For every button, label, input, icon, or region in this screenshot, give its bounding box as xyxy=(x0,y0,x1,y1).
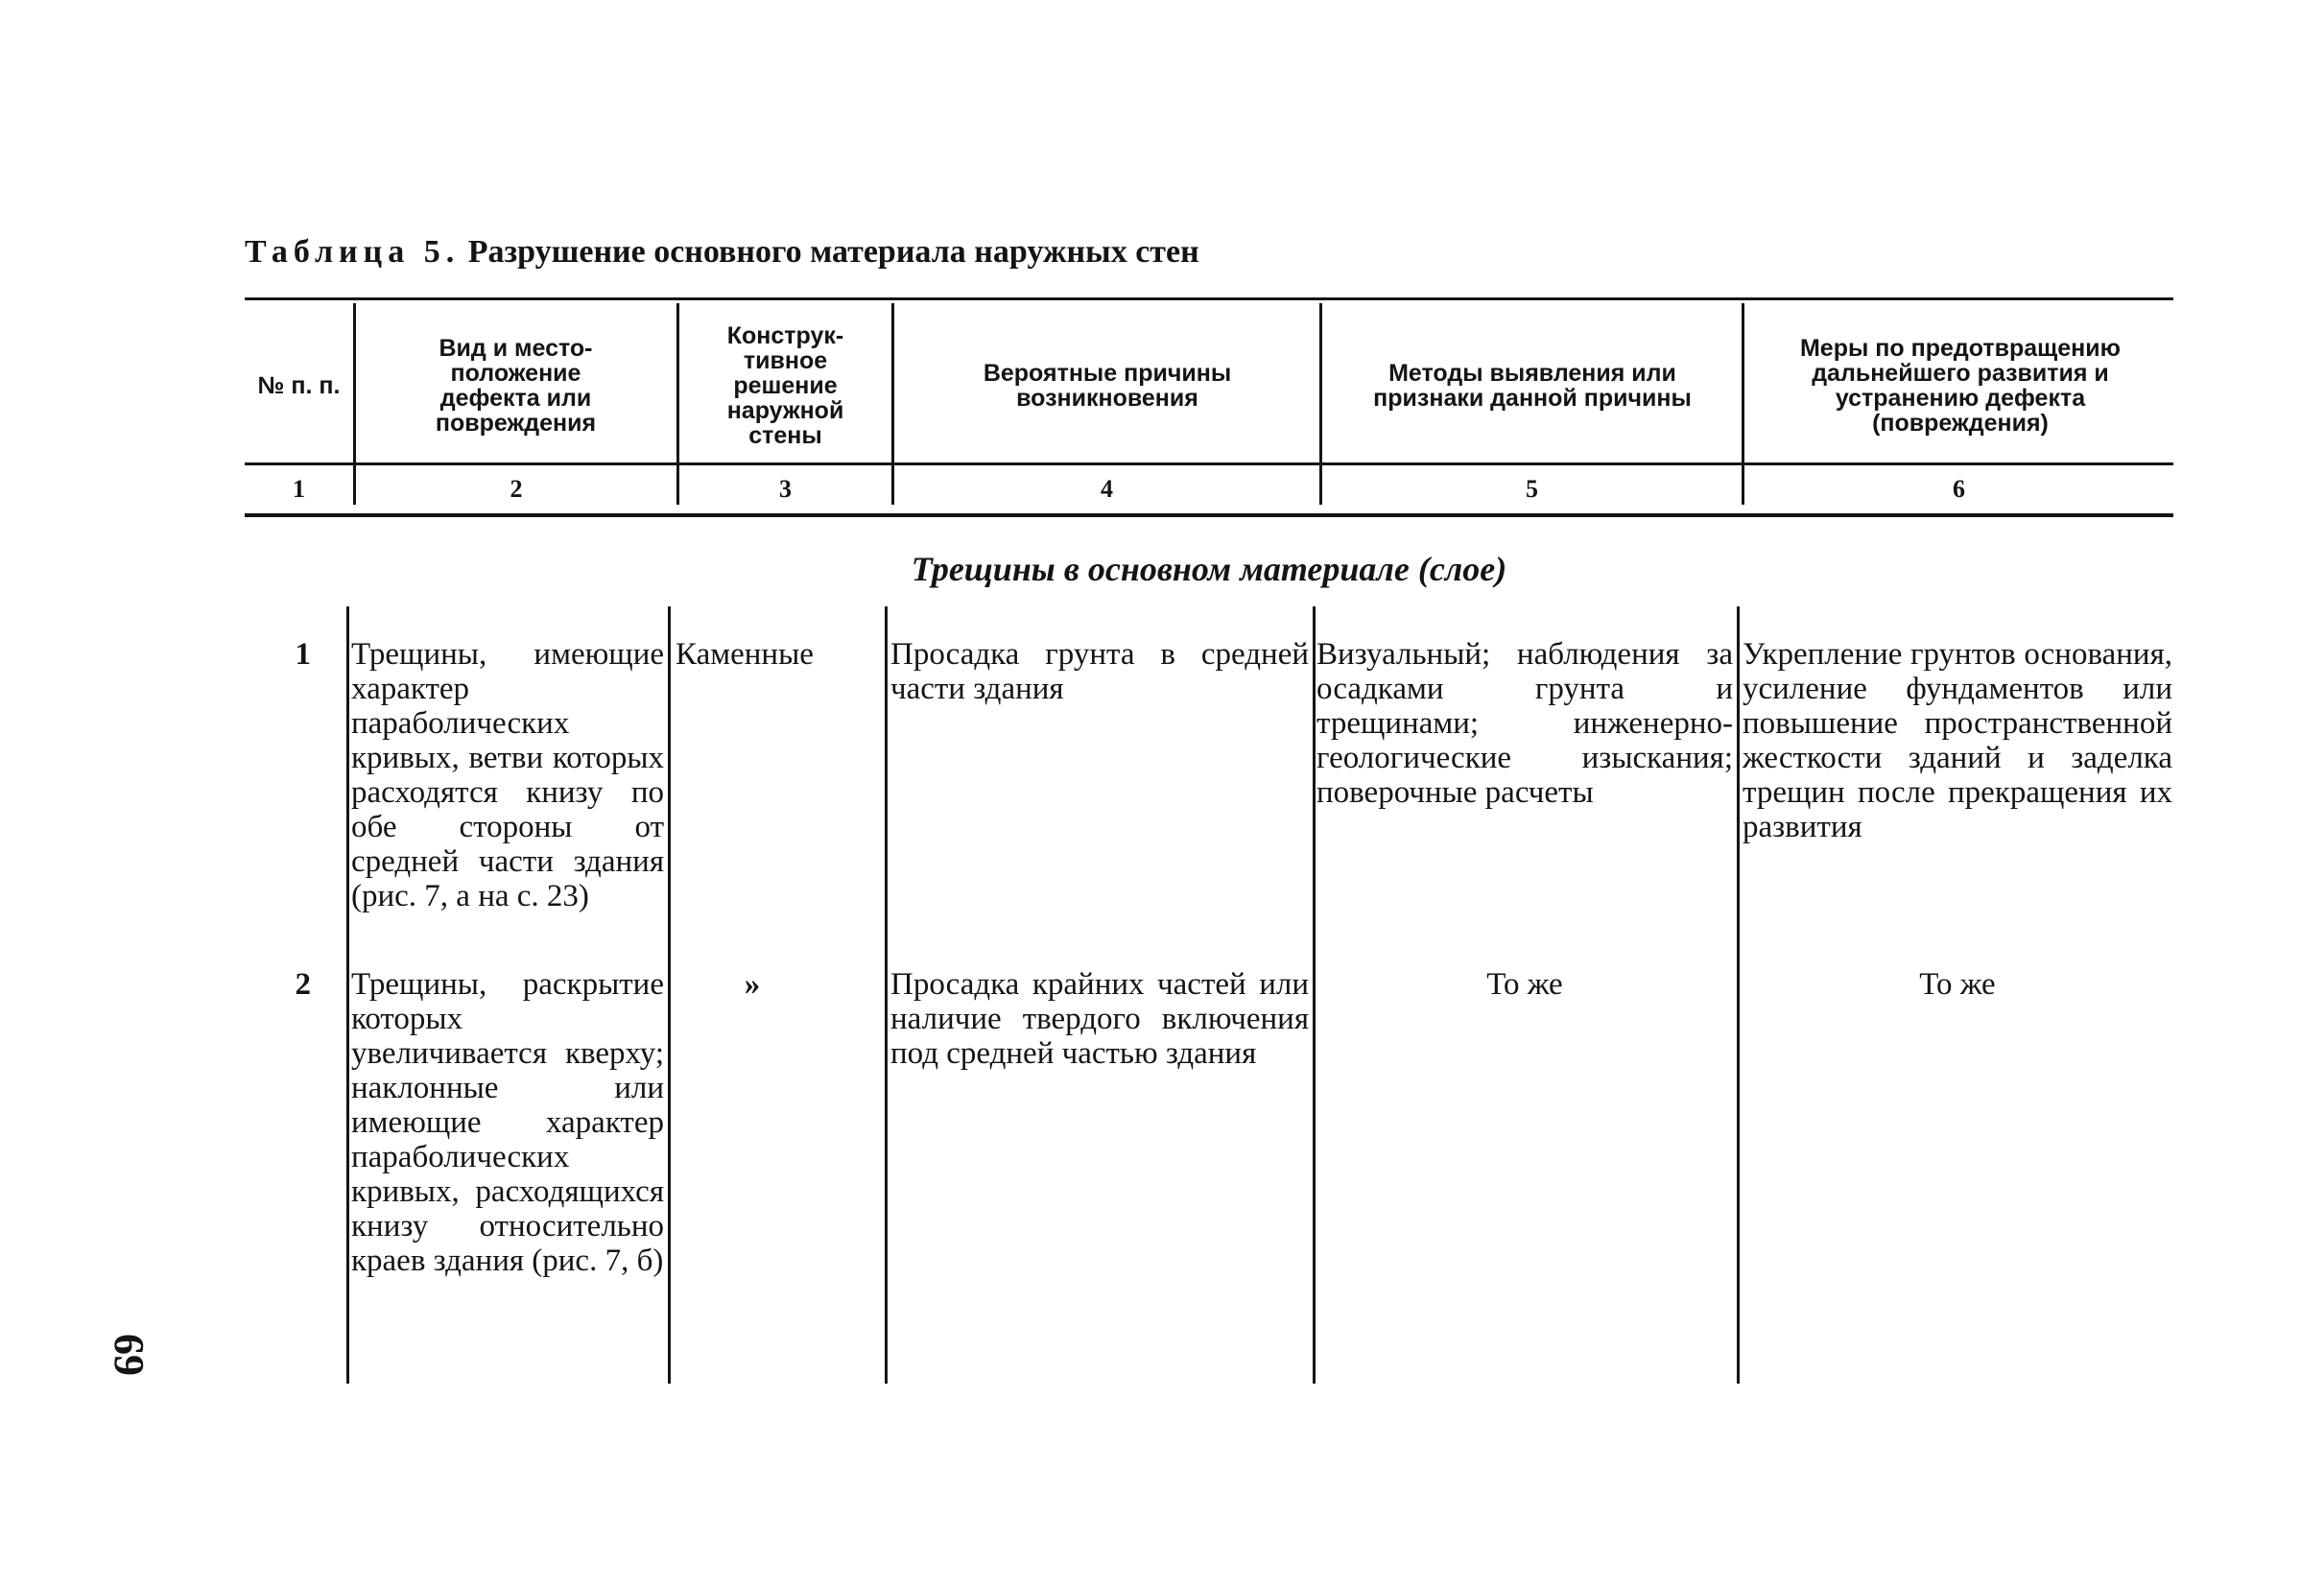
row-2-measures: То же xyxy=(1919,967,1996,1002)
body-divider-3 xyxy=(885,606,888,1384)
header-defect: Вид и место-положение дефекта или повреждения xyxy=(435,335,597,437)
header-causes: Вероятные причины возникновения xyxy=(983,360,1232,412)
section-title: Трещины в основном материале (слое) xyxy=(911,550,1507,588)
column-number-4: 4 xyxy=(1101,475,1113,503)
row-2-defect: Трещины, раскрытие которых увеличивается кверху; наклонные или имеющие характер параболических кривых, расходящихся книзу относительно краев здания (рис. 7, б) xyxy=(351,967,664,1278)
column-number-6: 6 xyxy=(1953,475,1965,503)
row-2-methods: То же xyxy=(1486,967,1563,1002)
row-1-defect: Трещины, имеющие характер параболических кривых, ветви которых расходятся книзу по обе стороны от средней части здания (рис. 7, а на с. 23) xyxy=(351,637,664,913)
row-2-construction: » xyxy=(744,967,761,1002)
table-caption xyxy=(245,234,1199,271)
page-number: 69 xyxy=(106,1334,153,1376)
table-caption-title: Разрушение основного материала наружных стен xyxy=(467,234,1199,270)
column-number-2: 2 xyxy=(510,475,523,503)
header-number: № п. п. xyxy=(257,372,341,399)
row-1-measures: Укрепление грунтов основания, усиление фундаментов или повышение пространственной жесткости зданий и заделка трещин после прекращения их развития xyxy=(1743,637,2172,844)
body-divider-1 xyxy=(346,606,349,1384)
column-number-1: 1 xyxy=(293,475,305,503)
body-divider-4 xyxy=(1313,606,1316,1384)
header-methods: Методы выявления или признаки данной причины xyxy=(1373,360,1692,412)
row-1-number: 1 xyxy=(295,637,311,672)
header-bottom-rule xyxy=(245,462,2173,465)
column-number-5: 5 xyxy=(1526,475,1538,503)
table-caption-label: Таблица 5. xyxy=(245,234,461,270)
header-measures: Меры по предотвращению дальнейшего развития и устранению дефекта (повреждения) xyxy=(1799,335,2121,437)
header-construction: Конструк-тивное решение наружной стены xyxy=(726,322,844,449)
column-numbers-rule xyxy=(245,513,2173,517)
body-divider-2 xyxy=(668,606,671,1384)
table-top-rule xyxy=(245,297,2173,300)
row-1-methods: Визуальный; наблюдения за осадками грунта и трещинами; инженерно-геологические изыскания; поверочные расчеты xyxy=(1316,637,1733,810)
row-2-causes: Просадка крайних частей или наличие твердого включения под средней частью здания xyxy=(890,967,1309,1071)
row-1-construction: Каменные xyxy=(676,637,814,672)
body-divider-5 xyxy=(1737,606,1740,1384)
column-number-3: 3 xyxy=(779,475,792,503)
row-2-number: 2 xyxy=(295,967,311,1002)
row-1-causes: Просадка грунта в средней части здания xyxy=(890,637,1309,706)
